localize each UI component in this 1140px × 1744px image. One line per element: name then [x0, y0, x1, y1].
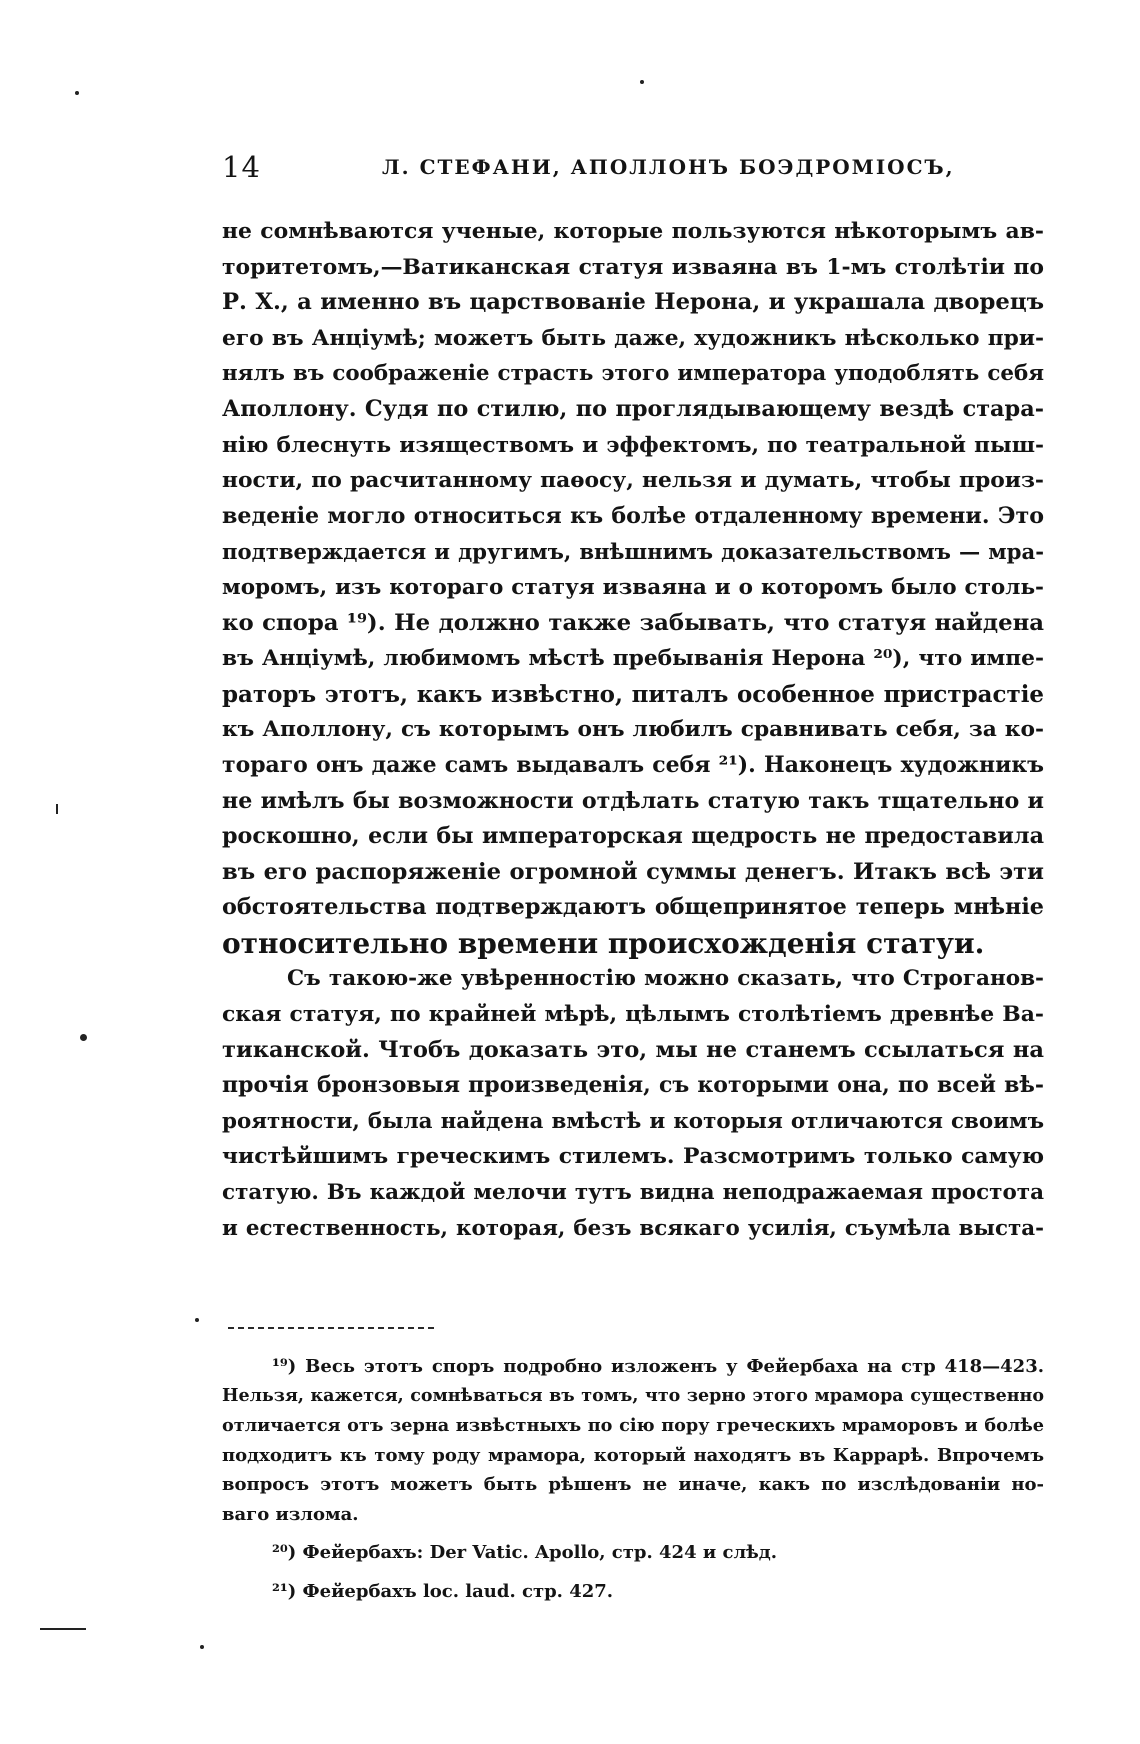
- body-text: [222, 214, 1044, 1246]
- footnotes: [222, 1352, 1044, 1606]
- body-line: тораго онъ даже самъ выдавалъ себя ²¹). Наконецъ художникъ: [222, 751, 1044, 778]
- body-line: статую. Въ каждой мелочи тутъ видна неподражаемая простота: [222, 1180, 1044, 1206]
- page-number: 14: [222, 150, 261, 184]
- body-line: Аполлону. Судя по стилю, по проглядывающему вездѣ стара-: [222, 395, 1044, 422]
- body-line: подтверждается и другимъ, внѣшнимъ доказательствомъ — мра-: [222, 539, 1044, 565]
- body-line: къ Аполлону, съ которымъ онъ любилъ сравнивать себя, за ко-: [222, 717, 1044, 743]
- footnote-21: ²¹) Фейербахъ loc. laud. стр. 427.: [272, 1580, 614, 1602]
- paragraph-start-line: Съ такою-же увѣренностію можно сказать, что Строганов-: [287, 966, 1044, 992]
- body-line: нялъ въ соображеніе страсть этого императора уподоблять себя: [222, 361, 1044, 387]
- scan-speck: [640, 80, 644, 84]
- body-line: относительно времени происхожденія статуи.: [222, 926, 985, 960]
- body-line: тиканской. Чтобъ доказать это, мы не станемъ ссылаться на: [222, 1036, 1044, 1063]
- scan-speck: [80, 1034, 87, 1041]
- body-line: веденіе могло относиться къ болѣе отдаленному времени. Это: [222, 502, 1044, 529]
- footnote-line: вопросъ этотъ можетъ быть рѣшенъ не иначе, какъ по изслѣдованіи но-: [222, 1474, 1044, 1495]
- body-line: ности, по расчитанному паѳосу, нельзя и думать, чтобы произ-: [222, 468, 1044, 494]
- footnote-line: отличается отъ зерна извѣстныхъ по сію пору греческихъ мраморовъ и болѣе: [222, 1415, 1044, 1436]
- running-head: Л. СТЕФАНИ, АПОЛЛОНЪ БОЭДРОМІОСЪ,: [382, 155, 955, 179]
- body-line: ко спора ¹⁹). Не должно также забывать, что статуя найдена: [222, 609, 1044, 636]
- footnote-separator: [228, 1327, 434, 1329]
- body-line: его въ Анціумѣ; можетъ быть даже, художникъ нѣсколько при-: [222, 325, 1044, 351]
- body-line: роскошно, если бы императорская щедрость не предоставила: [222, 823, 1044, 850]
- footnote-19: ¹⁹) Весь этотъ споръ подробно изложенъ у Фейербаха на стр 418—423.: [272, 1356, 1044, 1377]
- body-line: нію блеснуть изяществомъ и эффектомъ, по театральной пыш-: [222, 432, 1044, 458]
- body-line: роятности, была найдена вмѣстѣ и которыя отличаются своимъ: [222, 1108, 1044, 1134]
- body-line: обстоятельства подтверждаютъ общепринятое теперь мнѣніе: [222, 894, 1044, 921]
- body-line: въ его распоряженіе огромной суммы денегъ. Итакъ всѣ эти: [222, 858, 1044, 885]
- body-line: не сомнѣваются ученые, которые пользуются нѣкоторымъ ав-: [222, 218, 1044, 244]
- body-line: торитетомъ,—Ватиканская статуя изваяна въ 1-мъ столѣтіи по: [222, 253, 1044, 280]
- body-line: Р. Х., а именно въ царствованіе Нерона, и украшала дворецъ: [222, 289, 1044, 316]
- scan-margin-mark: [56, 804, 58, 814]
- body-line: моромъ, изъ котораго статуя изваяна и о которомъ было столь-: [222, 574, 1044, 600]
- page-header: [222, 150, 1044, 190]
- scan-margin-mark: [40, 1628, 86, 1630]
- body-line: и естественность, которая, безъ всякаго усилія, съумѣла выста-: [222, 1215, 1044, 1241]
- scan-speck: [200, 1645, 204, 1649]
- body-line: чистѣйшимъ греческимъ стилемъ. Разсмотримъ только самую: [222, 1143, 1044, 1170]
- body-line: не имѣлъ бы возможности отдѣлать статую такъ тщательно и: [222, 787, 1044, 814]
- scan-speck: [195, 1318, 199, 1322]
- body-line: раторъ этотъ, какъ извѣстно, питалъ особенное пристрастіе: [222, 680, 1044, 708]
- body-line: въ Анціумѣ, любимомъ мѣстѣ пребыванія Нерона ²⁰), что импе-: [222, 646, 1044, 672]
- footnote-20: ²⁰) Фейербахъ: Der Vatic. Apollo, стр. 424 и слѣд.: [272, 1542, 778, 1563]
- scan-speck: [75, 91, 79, 95]
- footnote-line: подходитъ къ тому роду мрамора, который находятъ въ Каррарѣ. Впрочемъ: [222, 1444, 1044, 1466]
- body-line: прочія бронзовыя произведенія, съ которыми она, по всей вѣ-: [222, 1072, 1044, 1099]
- footnote-line: Нельзя, кажется, сомнѣваться въ томъ, что зерно этого мрамора существенно: [222, 1385, 1044, 1406]
- body-line: ская статуя, по крайней мѣрѣ, цѣлымъ столѣтіемъ древнѣе Ва-: [222, 1001, 1044, 1028]
- footnote-line: ваго излома.: [222, 1503, 359, 1525]
